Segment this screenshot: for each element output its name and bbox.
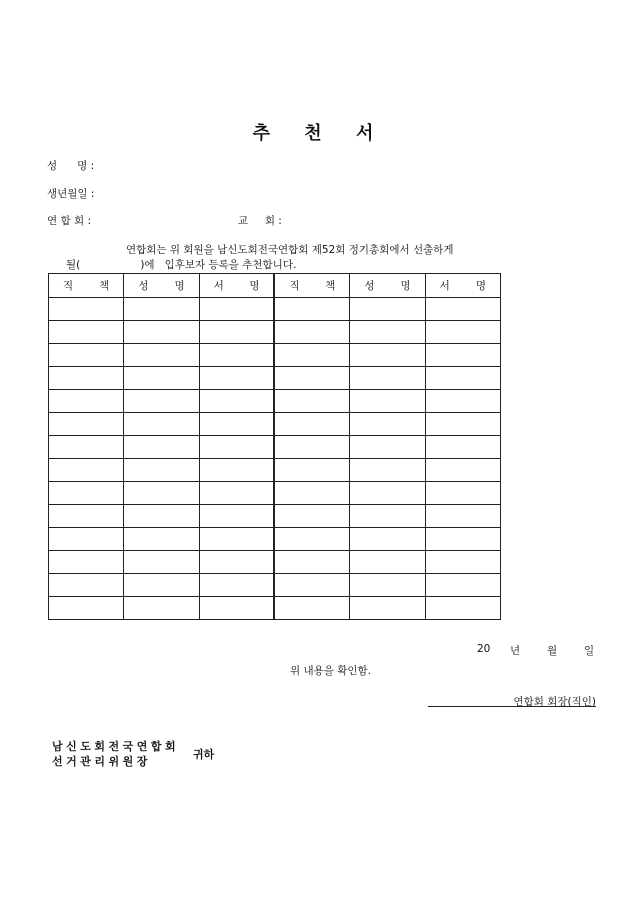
table-cell[interactable]: [49, 413, 124, 436]
table-cell[interactable]: [199, 390, 274, 413]
table-row: [49, 528, 501, 551]
table-cell[interactable]: [425, 459, 500, 482]
table-cell[interactable]: [199, 574, 274, 597]
table-row: [49, 551, 501, 574]
table-cell[interactable]: [124, 367, 199, 390]
table-row: [49, 505, 501, 528]
recommendation-text-line1: 연합회는 위 회원을 남신도회전국연합회 제52회 정기총회에서 선출하게: [126, 244, 454, 256]
date-year-unit: 년: [510, 645, 521, 657]
table-cell[interactable]: [274, 344, 349, 367]
table-cell[interactable]: [49, 551, 124, 574]
table-cell[interactable]: [124, 390, 199, 413]
table-cell[interactable]: [49, 459, 124, 482]
table-cell[interactable]: [199, 597, 274, 620]
table-cell[interactable]: [350, 367, 425, 390]
header-name-text: [350, 278, 424, 293]
table-row: [49, 459, 501, 482]
table-cell[interactable]: [350, 505, 425, 528]
table-cell[interactable]: [350, 459, 425, 482]
field-birthdate-label: 생년월일 :: [47, 188, 95, 200]
table-cell[interactable]: [350, 344, 425, 367]
table-cell[interactable]: [124, 505, 199, 528]
table-cell[interactable]: [425, 321, 500, 344]
signature-label: 연합회 회장(직인): [513, 696, 596, 708]
table-cell[interactable]: [199, 505, 274, 528]
table-cell[interactable]: [425, 528, 500, 551]
table-cell[interactable]: [49, 505, 124, 528]
table-cell[interactable]: [124, 321, 199, 344]
confirmation-text: 위 내용을 확인함.: [290, 665, 372, 677]
header-char: 직: [63, 280, 74, 292]
table-cell[interactable]: [199, 344, 274, 367]
table-cell[interactable]: [124, 528, 199, 551]
header-char: 서: [439, 280, 450, 292]
table-row: [49, 413, 501, 436]
header-char: 명: [249, 280, 260, 292]
table-cell[interactable]: [425, 413, 500, 436]
table-cell[interactable]: [199, 298, 274, 321]
field-name-label: 성 명 :: [47, 160, 95, 172]
table-body: [49, 298, 501, 620]
table-cell[interactable]: [425, 298, 500, 321]
header-char: 직: [289, 280, 300, 292]
header-signature: [425, 274, 500, 298]
table-cell[interactable]: [49, 344, 124, 367]
table-cell[interactable]: [124, 459, 199, 482]
table-cell[interactable]: [124, 413, 199, 436]
addressee-line1: 남신도회전국연합회: [52, 740, 180, 753]
table-cell[interactable]: [350, 436, 425, 459]
table-header-row: [49, 274, 501, 298]
table-cell[interactable]: [199, 367, 274, 390]
recommendation-text-line2: 될( )에 입후보자 등록을 추천합니다.: [66, 259, 297, 271]
table-cell[interactable]: [274, 482, 349, 505]
table-cell[interactable]: [49, 390, 124, 413]
table-cell[interactable]: [350, 298, 425, 321]
table-cell[interactable]: [124, 482, 199, 505]
table-cell[interactable]: [49, 321, 124, 344]
table-cell[interactable]: [49, 436, 124, 459]
table-cell[interactable]: [274, 298, 349, 321]
table-cell[interactable]: [199, 459, 274, 482]
header-position: [49, 274, 124, 298]
table-cell[interactable]: [124, 344, 199, 367]
table-cell[interactable]: [425, 482, 500, 505]
table-cell[interactable]: [49, 298, 124, 321]
table-cell[interactable]: [49, 367, 124, 390]
table-row: [49, 344, 501, 367]
table-cell[interactable]: [199, 482, 274, 505]
header-position-text: [49, 278, 123, 293]
header-position-text: [275, 278, 349, 293]
table-cell[interactable]: [350, 597, 425, 620]
header-name: [124, 274, 199, 298]
table-cell[interactable]: [350, 551, 425, 574]
header-char: 성: [138, 280, 149, 292]
date-day-unit: 일: [584, 645, 595, 657]
header-signature-text: [200, 278, 274, 293]
table-cell[interactable]: [124, 574, 199, 597]
table-cell[interactable]: [425, 551, 500, 574]
table-cell[interactable]: [124, 298, 199, 321]
table-cell[interactable]: [199, 413, 274, 436]
table-row: [49, 367, 501, 390]
date-month-unit: 월: [547, 645, 558, 657]
table-cell[interactable]: [274, 551, 349, 574]
table-cell[interactable]: [425, 574, 500, 597]
table-cell[interactable]: [199, 528, 274, 551]
header-char: 책: [99, 280, 110, 292]
addressee-suffix: 귀하: [193, 748, 215, 761]
table-row: [49, 574, 501, 597]
table-cell[interactable]: [425, 344, 500, 367]
signature-line: [428, 706, 596, 707]
table-cell[interactable]: [274, 390, 349, 413]
signature-table: [48, 273, 501, 620]
header-char: 명: [174, 280, 185, 292]
table-cell[interactable]: [350, 390, 425, 413]
table-cell[interactable]: [274, 574, 349, 597]
table-cell[interactable]: [49, 482, 124, 505]
addressee-line2: 선거관리위원장: [52, 755, 151, 768]
table-cell[interactable]: [425, 505, 500, 528]
table-row: [49, 482, 501, 505]
header-char: 명: [400, 280, 411, 292]
table-cell[interactable]: [350, 482, 425, 505]
table-cell[interactable]: [124, 436, 199, 459]
table-cell[interactable]: [199, 551, 274, 574]
table-cell[interactable]: [199, 321, 274, 344]
header-position: [274, 274, 349, 298]
header-name-text: [124, 278, 198, 293]
table-cell[interactable]: [274, 505, 349, 528]
field-union-label: 연 합 회 :: [47, 215, 91, 227]
document-title: 추 천 서: [252, 123, 388, 144]
table-row: [49, 436, 501, 459]
table-cell[interactable]: [425, 436, 500, 459]
table-cell[interactable]: [425, 597, 500, 620]
table-cell[interactable]: [350, 321, 425, 344]
table-row: [49, 390, 501, 413]
header-char: 명: [475, 280, 486, 292]
field-church-label: 교 회 :: [238, 215, 282, 227]
table-cell[interactable]: [425, 390, 500, 413]
header-char: 성: [364, 280, 375, 292]
table-cell[interactable]: [49, 574, 124, 597]
table-cell[interactable]: [199, 436, 274, 459]
table-cell[interactable]: [425, 367, 500, 390]
header-char: 책: [325, 280, 336, 292]
table-cell[interactable]: [124, 597, 199, 620]
date-year: 20: [477, 643, 491, 655]
table-cell[interactable]: [274, 597, 349, 620]
table-cell[interactable]: [49, 597, 124, 620]
table-row: [49, 298, 501, 321]
table-cell[interactable]: [49, 528, 124, 551]
table-cell[interactable]: [350, 574, 425, 597]
table-cell[interactable]: [274, 321, 349, 344]
table-row: [49, 321, 501, 344]
table-cell[interactable]: [274, 459, 349, 482]
header-name: [350, 274, 425, 298]
header-signature: [199, 274, 274, 298]
table-cell[interactable]: [350, 413, 425, 436]
table-cell[interactable]: [274, 528, 349, 551]
table-cell[interactable]: [274, 436, 349, 459]
table-cell[interactable]: [350, 528, 425, 551]
header-signature-text: [426, 278, 500, 293]
header-char: 서: [213, 280, 224, 292]
table-row: [49, 597, 501, 620]
table-cell[interactable]: [124, 551, 199, 574]
table-cell[interactable]: [274, 413, 349, 436]
table-cell[interactable]: [274, 367, 349, 390]
